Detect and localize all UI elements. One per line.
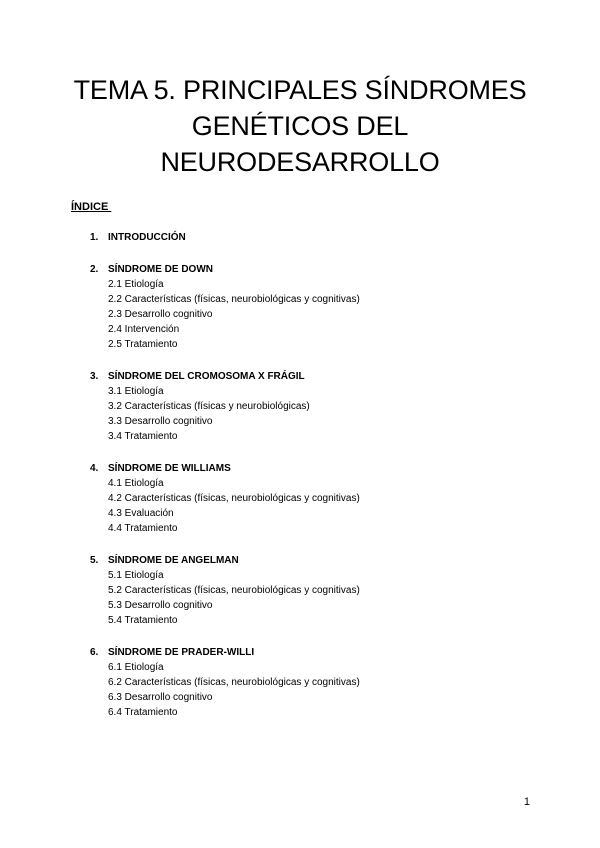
section-number: 4. [90,463,99,474]
title-line-1: TEMA 5. PRINCIPALES SÍNDROMES [73,75,527,105]
section-title: SÍNDROME DE PRADER-WILLI [108,647,255,658]
subsection-item: 2.5 Tratamiento [108,339,178,350]
subsection-item: 5.1 Etiología [108,570,164,581]
subsection-item: 2.4 Intervención [108,324,180,335]
section-heading [90,230,530,245]
index-heading: ÍNDICE [71,201,112,213]
subsection-item: 4.3 Evaluación [108,508,174,519]
subsection-item: 4.1 Etiología [108,478,164,489]
subsection-item: 4.2 Características (físicas, neurobiológicas y cognitivas) [108,493,360,504]
section-title: SÍNDROME DE WILLIAMS [108,463,231,474]
subsection-item: 6.3 Desarrollo cognitivo [108,692,213,703]
subsection-item: 3.4 Tratamiento [108,431,178,442]
section-heading [90,645,530,660]
title-line-3: NEURODESARROLLO [160,147,440,177]
subsection-item: 6.2 Características (físicas, neurobiológicas y cognitivas) [108,677,360,688]
subsection-item: 6.1 Etiología [108,662,164,673]
subsection-item: 5.2 Características (físicas, neurobiológicas y cognitivas) [108,585,360,596]
section-title: SÍNDROME DEL CROMOSOMA X FRÁGIL [108,371,305,382]
subsection-item: 2.3 Desarrollo cognitivo [108,309,213,320]
toc-section-x-fragil [90,369,530,444]
subsection-item: 3.1 Etiología [108,386,164,397]
title-line-2: GENÉTICOS DEL [191,111,409,141]
subsection-list [90,660,530,720]
subsection-item: 4.4 Tratamiento [108,523,178,534]
subsection-list [90,277,530,352]
toc-section-introduccion [90,230,530,245]
section-number: 6. [90,647,99,658]
subsection-item: 3.2 Características (físicas y neurobiológicas) [108,401,310,412]
subsection-list [90,568,530,628]
section-title: SÍNDROME DE DOWN [108,264,213,275]
toc-section-williams [90,461,530,536]
subsection-item: 2.1 Etiología [108,279,164,290]
subsection-item: 5.4 Tratamiento [108,615,178,626]
page-number: 1 [523,796,530,808]
table-of-contents [90,230,530,737]
section-number: 5. [90,555,99,566]
subsection-list [90,384,530,444]
subsection-item: 3.3 Desarrollo cognitivo [108,416,213,427]
toc-section-prader-willi [90,645,530,720]
section-title: INTRODUCCIÓN [108,232,186,243]
document-title [40,72,560,180]
section-number: 2. [90,264,99,275]
section-title: SÍNDROME DE ANGELMAN [108,555,239,566]
section-heading [90,369,530,384]
subsection-list [90,476,530,536]
section-heading [90,461,530,476]
subsection-item: 2.2 Características (físicas, neurobiológicas y cognitivas) [108,294,360,305]
section-number: 1. [90,232,99,243]
section-heading [90,262,530,277]
subsection-item: 5.3 Desarrollo cognitivo [108,600,213,611]
section-number: 3. [90,371,99,382]
subsection-item: 6.4 Tratamiento [108,707,178,718]
toc-section-down [90,262,530,352]
section-heading [90,553,530,568]
toc-section-angelman [90,553,530,628]
